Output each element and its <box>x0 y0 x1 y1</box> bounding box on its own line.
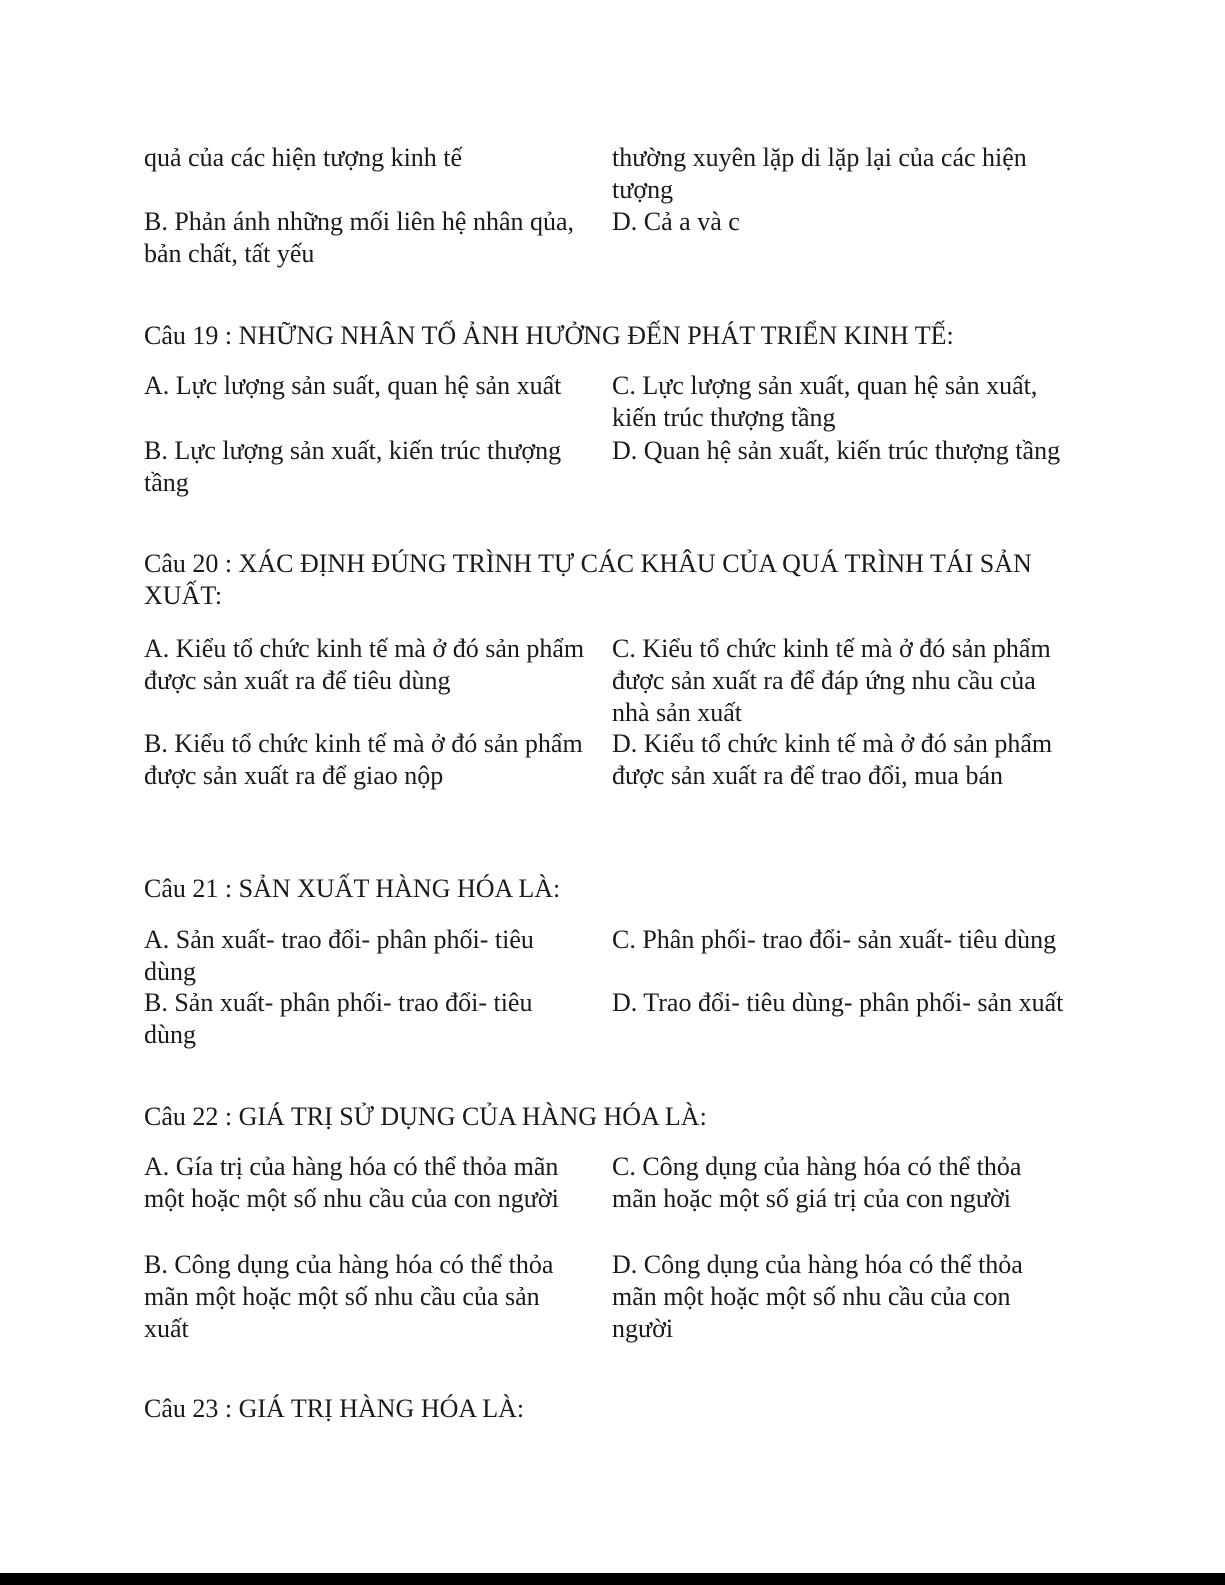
question-20-option-a: A. Kiểu tổ chức kinh tế mà ở đó sản phẩm được sản xuất ra để tiêu dùng <box>144 634 585 695</box>
question-19-option-a: A. Lực lượng sản suất, quan hệ sản xuất <box>144 371 562 400</box>
question-19-option-d: D. Quan hệ sản xuất, kiến trúc thượng tầng <box>612 436 1061 465</box>
question-21-option-c: C. Phân phối- trao đổi- sản xuất- tiêu dùng <box>612 925 1057 954</box>
prev-option-c-continued: thường xuyên lặp di lặp lại của các hiện tượng <box>612 143 1027 204</box>
question-23-title: Câu 23 : GIÁ TRỊ HÀNG HÓA LÀ: <box>144 1394 525 1423</box>
prev-option-b: B. Phản ánh những mối liên hệ nhân qủa, bản chất, tất yếu <box>144 207 575 268</box>
question-19-title: Câu 19 : NHỮNG NHÂN TỐ ẢNH HƯỞNG ĐẾN PHÁT TRIỂN KINH TẾ: <box>144 321 954 350</box>
page-bottom-border <box>0 1573 1225 1585</box>
question-20-option-d: D. Kiểu tổ chức kinh tế mà ở đó sản phẩm được sản xuất ra để trao đổi, mua bán <box>612 729 1053 790</box>
question-20-title: Câu 20 : XÁC ĐỊNH ĐÚNG TRÌNH TỰ CÁC KHÂU CỦA QUÁ TRÌNH TÁI SẢN XUẤT: <box>144 549 1032 610</box>
question-22-option-b: B. Công dụng của hàng hóa có thể thỏa mãn một hoặc một số nhu cầu của sản xuất <box>144 1250 554 1343</box>
question-19-option-b: B. Lực lượng sản xuất, kiến trúc thượng tầng <box>144 436 562 497</box>
question-20-option-b: B. Kiểu tổ chức kinh tế mà ở đó sản phẩm được sản xuất ra để giao nộp <box>144 729 583 790</box>
question-21-option-a: A. Sản xuất- trao đổi- phân phối- tiêu dùng <box>144 925 534 986</box>
question-21-option-d: D. Trao đổi- tiêu dùng- phân phối- sản xuất <box>612 988 1064 1017</box>
question-19-option-c: C. Lực lượng sản xuất, quan hệ sản xuất, kiến trúc thượng tầng <box>612 371 1038 432</box>
prev-option-a-continued: quả của các hiện tượng kinh tế <box>144 143 463 172</box>
question-22-option-c: C. Công dụng của hàng hóa có thể thỏa mãn hoặc một số giá trị của con người <box>612 1152 1022 1213</box>
prev-option-d: D. Cả a và c <box>612 207 740 236</box>
question-21-title: Câu 21 : SẢN XUẤT HÀNG HÓA LÀ: <box>144 874 561 903</box>
question-21-option-b: B. Sản xuất- phân phối- trao đổi- tiêu dùng <box>144 988 533 1049</box>
question-22-option-a: A. Gía trị của hàng hóa có thể thỏa mãn một hoặc một số nhu cầu của con người <box>144 1152 559 1213</box>
question-20-option-c: C. Kiểu tổ chức kinh tế mà ở đó sản phẩm được sản xuất ra để đáp ứng nhu cầu của nhà sản xuất <box>612 634 1051 727</box>
question-22-option-d: D. Công dụng của hàng hóa có thể thỏa mãn một hoặc một số nhu cầu của con người <box>612 1250 1023 1343</box>
question-22-title: Câu 22 : GIÁ TRỊ SỬ DỤNG CỦA HÀNG HÓA LÀ: <box>144 1102 707 1131</box>
